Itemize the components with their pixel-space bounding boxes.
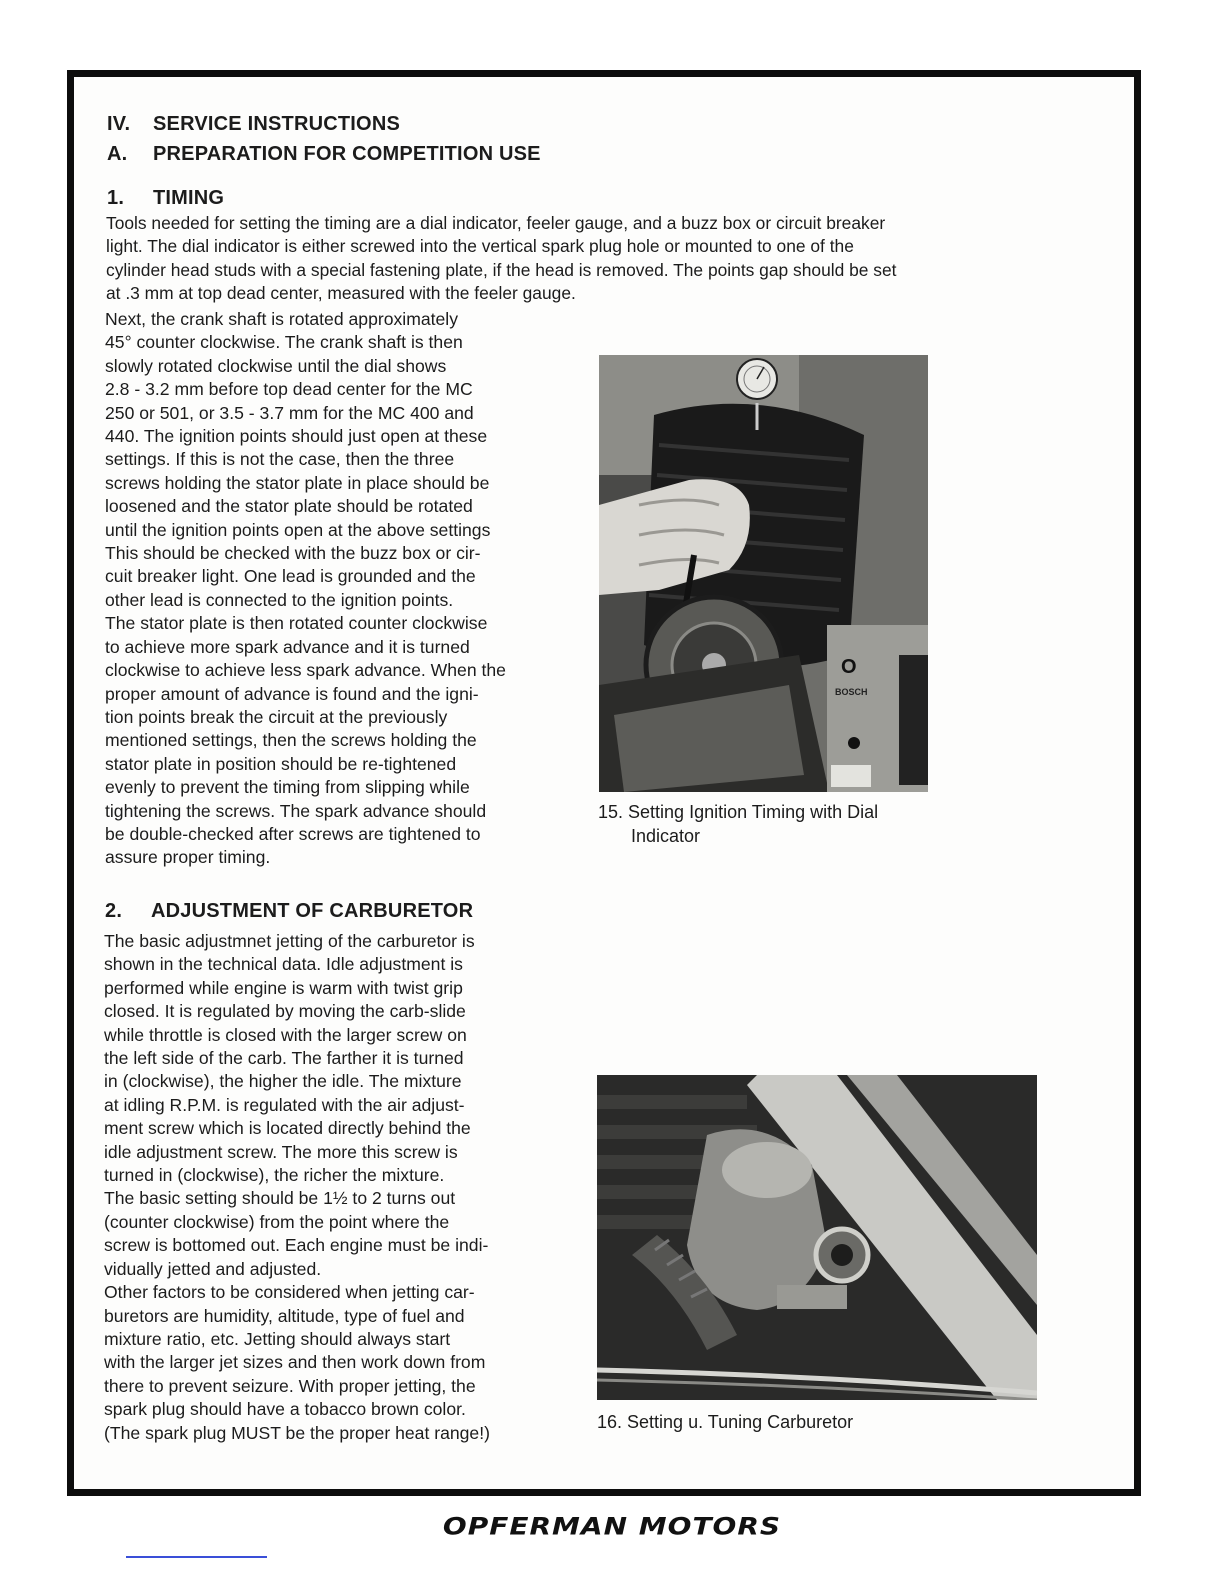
text-line: slowly rotated clockwise until the dial shows	[105, 355, 447, 376]
bosch-label: BOSCH	[835, 687, 868, 697]
text-line: The basic adjustmnet jetting of the carburetor is	[104, 931, 475, 951]
heading-number: IV.	[107, 113, 131, 135]
heading-preparation	[107, 143, 541, 166]
text-line: vidually jetted and adjusted.	[104, 1258, 322, 1279]
text-line: Other factors to be considered when jetting car-	[104, 1282, 475, 1303]
heading-text: ADJUSTMENT OF CARBURETOR	[151, 900, 474, 922]
photo-carburetor	[597, 1075, 1037, 1400]
text-line: while throttle is closed with the larger screw on	[104, 1024, 467, 1045]
heading-text: SERVICE INSTRUCTIONS	[153, 113, 400, 135]
svg-text:O: O	[841, 656, 857, 678]
text-line: with the larger jet sizes and then work down from	[104, 1352, 486, 1373]
caption-figure-16: 16. Setting u. Tuning Carburetor	[597, 1412, 854, 1432]
text-line: at .3 mm at top dead center, measured with the feeler gauge.	[106, 283, 576, 304]
text-line: to achieve more spark advance and it is turned	[105, 636, 470, 657]
footer-link-underline[interactable]	[126, 1556, 267, 1558]
caption-figure-15	[598, 800, 878, 848]
photo-dial-indicator	[599, 355, 928, 792]
text-line: tion points break the circuit at the previously	[105, 706, 448, 727]
text-line: the left side of the carb. The farther it is turned	[104, 1048, 464, 1069]
text-line: Next, the crank shaft is rotated approximately	[105, 309, 459, 329]
text-line: Tools needed for setting the timing are a dial indicator, feeler gauge, and a buzz box or circuit breaker	[106, 213, 886, 233]
heading-number: 1.	[107, 187, 125, 209]
heading-service-instructions	[107, 113, 400, 136]
heading-timing	[107, 187, 224, 210]
text-line: cuit breaker light. One lead is grounded and the	[105, 566, 476, 587]
text-line: 440. The ignition points should just open at these	[105, 426, 488, 447]
text-line: closed. It is regulated by moving the carb-slide	[104, 1001, 466, 1022]
text-line: mixture ratio, etc. Jetting should always start	[104, 1328, 451, 1349]
text-line: shown in the technical data. Idle adjustment is	[104, 954, 463, 975]
text-line: spark plug should have a tobacco brown color.	[104, 1399, 466, 1420]
heading-number: 2.	[105, 900, 123, 922]
text-line: screws holding the stator plate in place should be	[105, 472, 490, 493]
text-line: stator plate in position should be re-tightened	[105, 753, 457, 774]
heading-text: TIMING	[153, 187, 225, 209]
text-line: 45° counter clockwise. The crank shaft is then	[105, 332, 463, 353]
text-line: loosened and the stator plate should be rotated	[105, 496, 473, 517]
text-line: clockwise to achieve less spark advance. When the	[105, 660, 506, 681]
text-line: at idling R.P.M. is regulated with the air adjust-	[104, 1094, 465, 1115]
heading-number: A.	[107, 143, 128, 165]
text-line: The basic setting should be 1½ to 2 turns out	[104, 1188, 456, 1209]
caption-line: Indicator	[631, 826, 701, 846]
text-line: mentioned settings, then the screws holding the	[105, 730, 477, 751]
text-line: turned in (clockwise), the richer the mixture.	[104, 1165, 445, 1186]
text-line: settings. If this is not the case, then the three	[105, 449, 455, 470]
text-line: The stator plate is then rotated counter clockwise	[105, 613, 488, 634]
text-line: This should be checked with the buzz box or cir-	[105, 543, 481, 564]
carburetor-paragraph	[104, 930, 490, 1445]
text-line: there to prevent seizure. With proper jetting, the	[104, 1375, 476, 1396]
timing-intro-paragraph	[106, 212, 896, 306]
text-line: be double-checked after screws are tightened to	[105, 823, 481, 844]
text-line: proper amount of advance is found and the igni-	[105, 683, 479, 704]
text-line: other lead is connected to the ignition points.	[105, 589, 454, 610]
text-line: screw is bottomed out. Each engine must be indi-	[104, 1235, 489, 1256]
text-line: 250 or 501, or 3.5 - 3.7 mm for the MC 400 and	[105, 402, 474, 423]
text-line: performed while engine is warm with twist grip	[104, 977, 463, 998]
text-line: tightening the screws. The spark advance should	[105, 800, 487, 821]
caption-line: 15. Setting Ignition Timing with Dial	[598, 802, 879, 822]
text-line: buretors are humidity, altitude, type of fuel and	[104, 1305, 465, 1326]
heading-carburetor	[105, 900, 473, 923]
text-line: (counter clockwise) from the point where the	[104, 1211, 450, 1232]
text-line: idle adjustment screw. The more this screw is	[104, 1141, 458, 1162]
timing-procedure-paragraph	[105, 308, 506, 870]
text-line: light. The dial indicator is either screwed into the vertical spark plug hole or mounted to one of the	[106, 236, 854, 257]
text-line: in (clockwise), the higher the idle. The mixture	[104, 1071, 462, 1092]
text-line: 2.8 - 3.2 mm before top dead center for the MC	[105, 379, 473, 400]
heading-text: PREPARATION FOR COMPETITION USE	[153, 143, 541, 165]
text-line: until the ignition points open at the above settings	[105, 519, 491, 540]
text-line: cylinder head studs with a special fastening plate, if the head is removed. The points gap should be set	[106, 259, 897, 280]
text-line: (The spark plug MUST be the proper heat range!)	[104, 1422, 490, 1443]
text-line: ment screw which is located directly behind the	[104, 1118, 471, 1139]
text-line: evenly to prevent the timing from slipping while	[105, 777, 470, 798]
text-line: assure proper timing.	[105, 847, 271, 868]
footer-brand: OPFERMAN MOTORS	[442, 1512, 782, 1541]
